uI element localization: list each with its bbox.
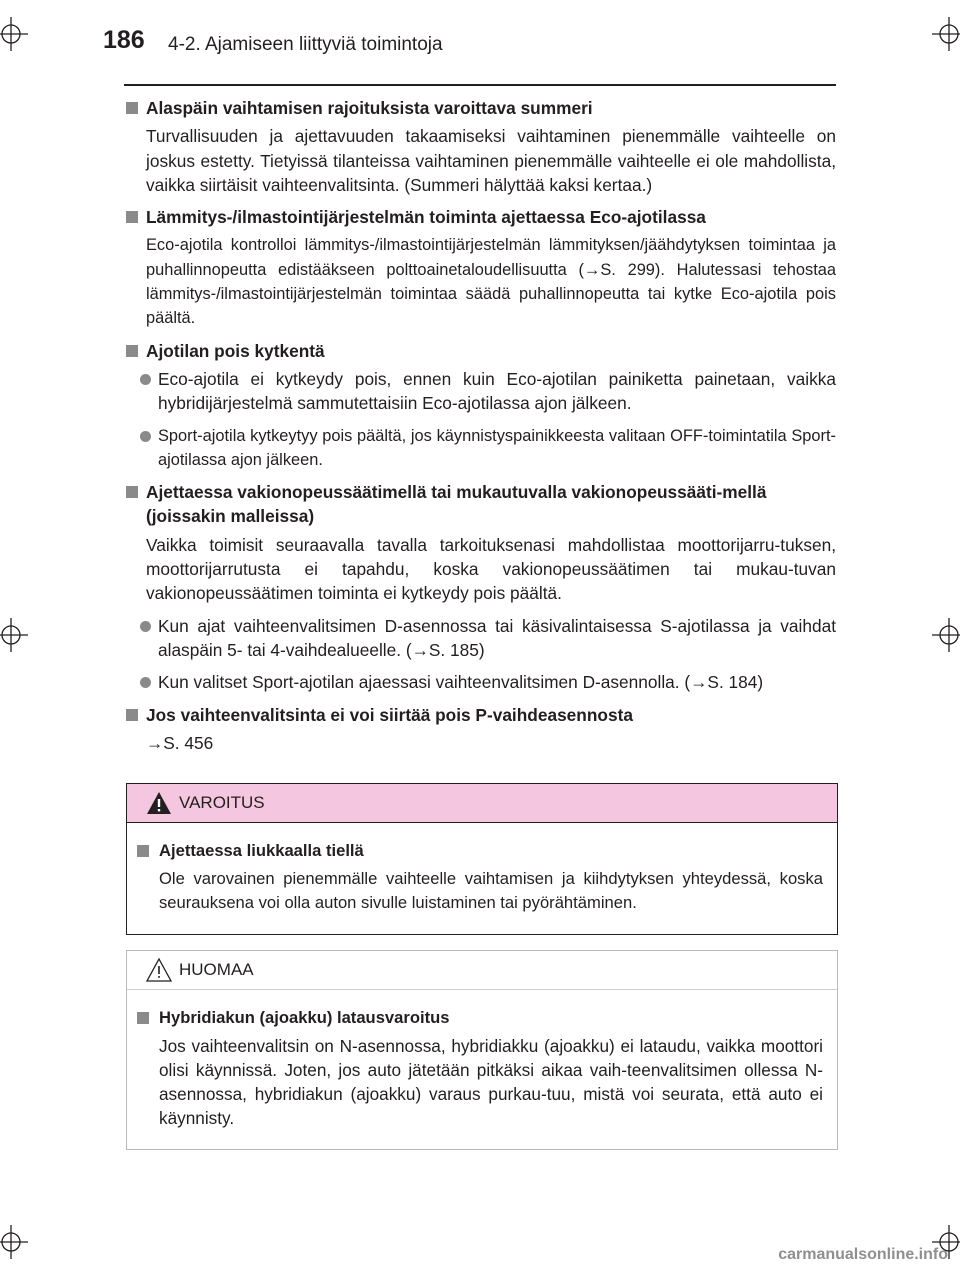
circle-bullet-icon xyxy=(140,621,151,632)
section-eco-climate xyxy=(124,205,836,330)
page-number: 186 xyxy=(103,26,145,54)
section-downshift-buzzer xyxy=(124,96,836,197)
list-item: Sport-ajotila kytkeytyy pois päältä, jos käynnistyspainikkeesta valitaan OFF-toimintatila Sport-ajotilassa ajon jälkeen. xyxy=(124,424,836,473)
notice-text: Jos vaihteenvalitsin on N-asennossa, hybridiakku (ajoakku) ei lataudu, vaikka moottori olisi käynnissä. Joten, jos auto jätetään pitkäksi aikaa vaih-teenvalitsimen ollessa N-asennossa, hybridiakun (ajoakku) varaus purkau-tuu, mistä voi seurata, että auto ei käynnisty. xyxy=(159,1036,823,1128)
notice-heading: Hybridiakun (ajoakku) latausvaroitus xyxy=(137,1006,823,1030)
list-item: Eco-ajotila ei kytkeydy pois, ennen kuin Eco-ajotilan painiketta painetaan, vaikka hybridijärjestelmä sammutettaisiin Eco-ajotilassa ajon jälkeen. xyxy=(124,367,836,416)
notice-body xyxy=(127,990,837,1144)
section-text: Turvallisuuden ja ajettavuuden takaamiseksi vaihtaminen pienemmälle vaihteelle on joskus estetty. Tietyissä tilanteissa vaihtaminen pienemmälle vaihteelle ei ole mahdollista, vaikka siirtäisit vaihteenvalitsinta. (Summeri hälyttää kaksi kertaa.) xyxy=(146,126,836,195)
circle-bullet-icon xyxy=(140,677,151,688)
circle-bullet-icon xyxy=(140,374,151,385)
registration-mark-icon xyxy=(932,618,960,652)
square-bullet-icon xyxy=(126,211,138,223)
page-reference: →S. 456 xyxy=(146,732,214,753)
square-bullet-icon xyxy=(126,102,138,114)
section-heading: Ajotilan pois kytkentä xyxy=(124,339,836,363)
main-content xyxy=(124,96,836,763)
section-heading: Ajettaessa vakionopeussäätimellä tai mukautuvalla vakionopeussääti-mellä (joissakin malleissa) xyxy=(124,480,836,529)
registration-mark-icon xyxy=(932,17,960,51)
registration-mark-icon xyxy=(0,1225,28,1259)
warning-box xyxy=(126,783,838,935)
warning-triangle-icon xyxy=(145,790,173,816)
list-item: Kun valitset Sport-ajotilan ajaessasi vaihteenvalitsimen D-asennolla. (→S. 184) xyxy=(124,670,836,694)
square-bullet-icon xyxy=(137,1012,149,1024)
section-p-position xyxy=(124,703,836,756)
warning-text: Ole varovainen pienemmälle vaihteelle vaihtamisen ja kiihdytyksen yhteydessä, koska seurauksena voi olla auton sivulle luistaminen tai pyörähtäminen. xyxy=(159,869,823,912)
warning-header xyxy=(127,784,837,823)
watermark: carmanualsonline.info xyxy=(778,1246,948,1263)
section-heading: Lämmitys-/ilmastointijärjestelmän toiminta ajettaessa Eco-ajotilassa xyxy=(124,205,836,229)
caution-triangle-icon xyxy=(145,957,173,983)
section-text: Eco-ajotila kontrolloi lämmitys-/ilmastointijärjestelmän lämmityksen/jäähdytyksen toimintaa ja puhallinnopeutta edistääkseen polttoainetaloudellisuutta (→S. 299). Halutessasi tehostaa lämmitys-/ilmastointijärjestelmän toimintaa säädä puhallinnopeutta tai kytke Eco-ajotila pois päältä. xyxy=(146,236,836,328)
warning-heading: Ajettaessa liukkaalla tiellä xyxy=(137,839,823,863)
section-cruise-control xyxy=(124,480,836,694)
warning-label: VAROITUS xyxy=(179,793,265,812)
square-bullet-icon xyxy=(126,709,138,721)
section-text: Vaikka toimisit seuraavalla tavalla tarkoituksenasi mahdollistaa moottorijarru-tuksen, moottorijarrutusta ei tapahdu, koska vakionopeussäätimen tai mukau-tuvan vakionopeussäätimen toiminta ei kytkeydy pois päältä. xyxy=(146,534,836,604)
square-bullet-icon xyxy=(137,845,149,857)
square-bullet-icon xyxy=(126,345,138,357)
notice-box xyxy=(126,950,838,1150)
section-heading: Jos vaihteenvalitsinta ei voi siirtää pois P-vaihdeasennosta xyxy=(124,703,836,727)
registration-mark-icon xyxy=(0,17,28,51)
square-bullet-icon xyxy=(126,486,138,498)
chapter-title: 4-2. Ajamiseen liittyviä toimintoja xyxy=(168,34,443,55)
notice-header xyxy=(127,951,837,990)
registration-mark-icon xyxy=(0,618,28,652)
section-heading: Alaspäin vaihtamisen rajoituksista varoittava summeri xyxy=(124,96,836,120)
header-divider xyxy=(124,84,836,86)
list-item: Kun ajat vaihteenvalitsimen D-asennossa tai käsivalintaisessa S-ajotilassa ja vaihdat alaspäin 5- tai 4-vaihdealueelle. (→S. 185) xyxy=(124,614,836,663)
notice-label: HUOMAA xyxy=(179,960,254,979)
circle-bullet-icon xyxy=(140,431,151,442)
section-mode-cancel xyxy=(124,339,836,472)
warning-body xyxy=(127,823,837,929)
